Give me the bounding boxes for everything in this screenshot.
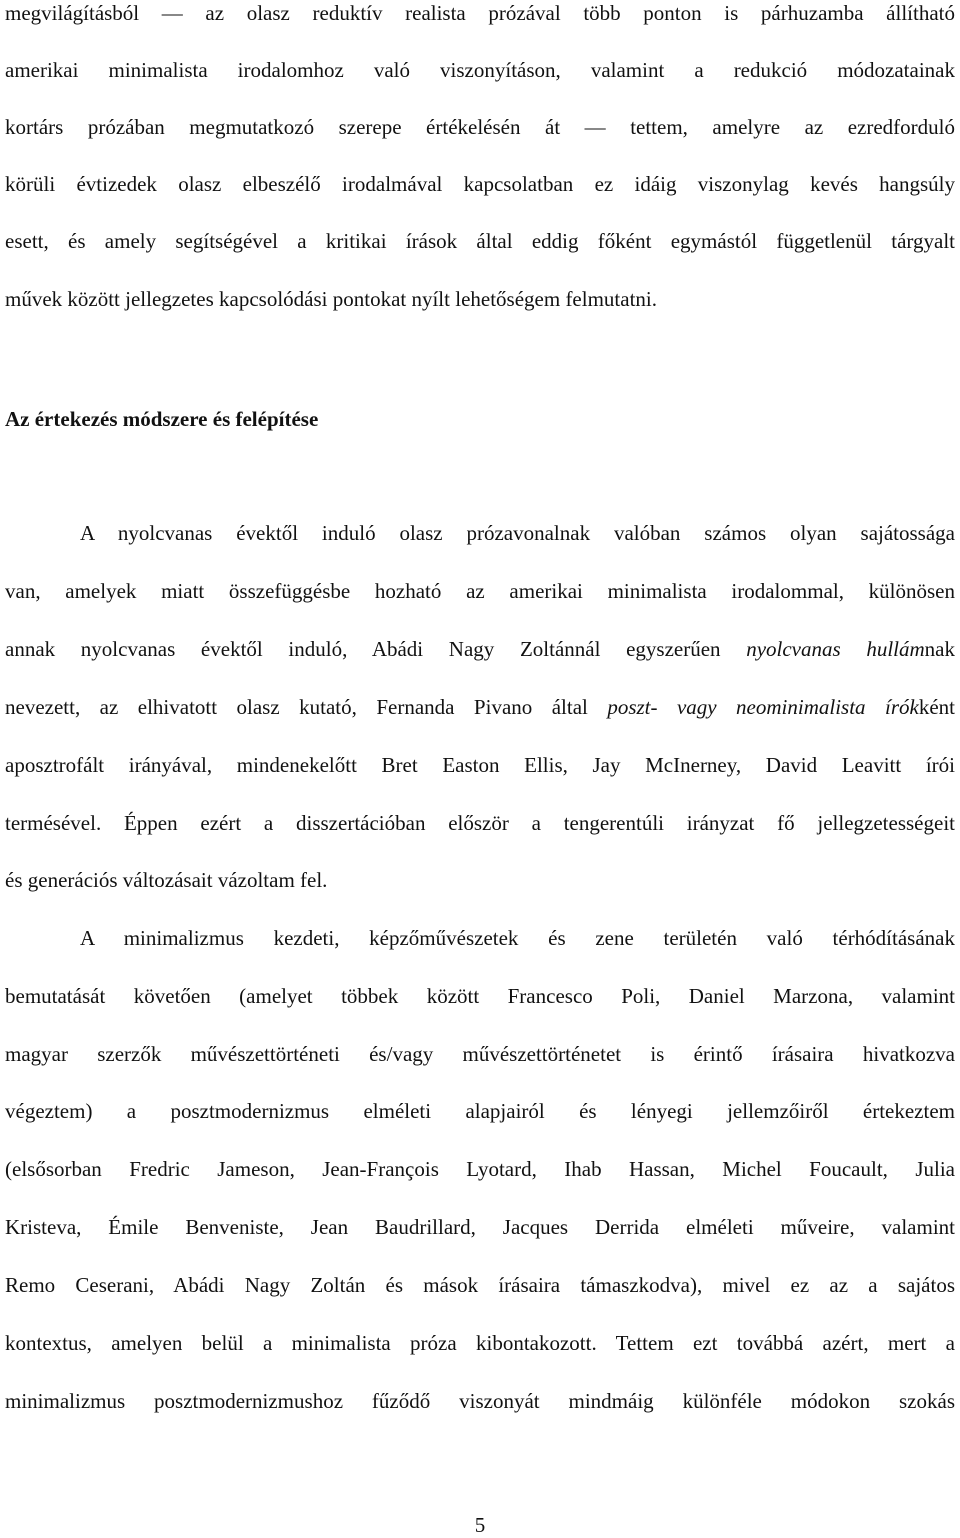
text-line: kortárs prózában megmutatkozó szerepe értékelésén át — tettem, amelyre az ezredforduló	[5, 115, 955, 139]
text-line: amerikai minimalista irodalomhoz való viszonyításon, valamint a redukció módozatainak	[5, 58, 955, 82]
text-line: termésével. Éppen ezért a disszertációban először a tengerentúli irányzat fő jellegzetességeit	[5, 811, 955, 835]
italic-term: poszt- vagy neominimalista írók	[607, 695, 919, 719]
text-line: Remo Ceserani, Abádi Nagy Zoltán és mások írásaira támaszkodva), mivel ez az a sajátos	[5, 1273, 955, 1297]
text-line: és generációs változásait vázoltam fel.	[5, 868, 328, 892]
text-line: kontextus, amelyen belül a minimalista próza kibontakozott. Tettem ezt továbbá azért, mert a	[5, 1331, 955, 1355]
italic-term: nyolcvanas hullám	[746, 637, 925, 661]
section-heading: Az értekezés módszere és felépítése	[5, 407, 319, 431]
text-line: művek között jellegzetes kapcsolódási pontokat nyílt lehetőségem felmutatni.	[5, 287, 657, 311]
text-line: magyar szerzők művészettörténeti és/vagy művészettörténetet is érintő írásaira hivatkozva	[5, 1042, 955, 1066]
text-line: van, amelyek miatt összefüggésbe hozható az amerikai minimalista irodalommal, különösen	[5, 579, 955, 603]
text-line: végeztem) a posztmodernizmus elméleti alapjairól és lényegi jellemzőiről értekeztem	[5, 1099, 955, 1123]
text-line: (elsősorban Fredric Jameson, Jean-François Lyotard, Ihab Hassan, Michel Foucault, Julia	[5, 1157, 955, 1181]
text-line	[5, 694, 955, 720]
text-line: A nyolcvanas évektől induló olasz prózavonalnak valóban számos olyan sajátossága	[80, 521, 955, 545]
text-span: annak nyolcvanas évektől induló, Abádi Nagy Zoltánnál egyszerűen	[5, 637, 747, 661]
text-line: esett, és amely segítségével a kritikai írások által eddig főként egymástól függetlenül tárgyalt	[5, 229, 955, 253]
text-line: aposztrofált irányával, mindenekelőtt Bret Easton Ellis, Jay McInerney, David Leavitt írói	[5, 753, 955, 777]
text-line: bemutatását követően (amelyet többek között Francesco Poli, Daniel Marzona, valamint	[5, 984, 955, 1008]
text-span: nak	[924, 637, 955, 661]
text-line: A minimalizmus kezdeti, képzőművészetek és zene területén való térhódításának	[80, 926, 955, 950]
text-line: körüli évtizedek olasz elbeszélő irodalmával kapcsolatban ez idáig viszonylag kevés hangsúly	[5, 172, 955, 196]
text-line: Kristeva, Émile Benveniste, Jean Baudrillard, Jacques Derrida elméleti műveire, valamint	[5, 1215, 955, 1239]
text-line: megvilágításból — az olasz reduktív realista prózával több ponton is párhuzamba állítható	[5, 1, 955, 25]
text-line: minimalizmus posztmodernizmushoz fűződő viszonyát mindmáig különféle módokon szokás	[5, 1389, 955, 1413]
text-span: nevezett, az elhivatott olasz kutató, Fernanda Pivano által	[5, 695, 608, 719]
page-number: 5	[474, 1513, 486, 1537]
text-span: ként	[918, 695, 955, 719]
text-line	[5, 636, 955, 662]
